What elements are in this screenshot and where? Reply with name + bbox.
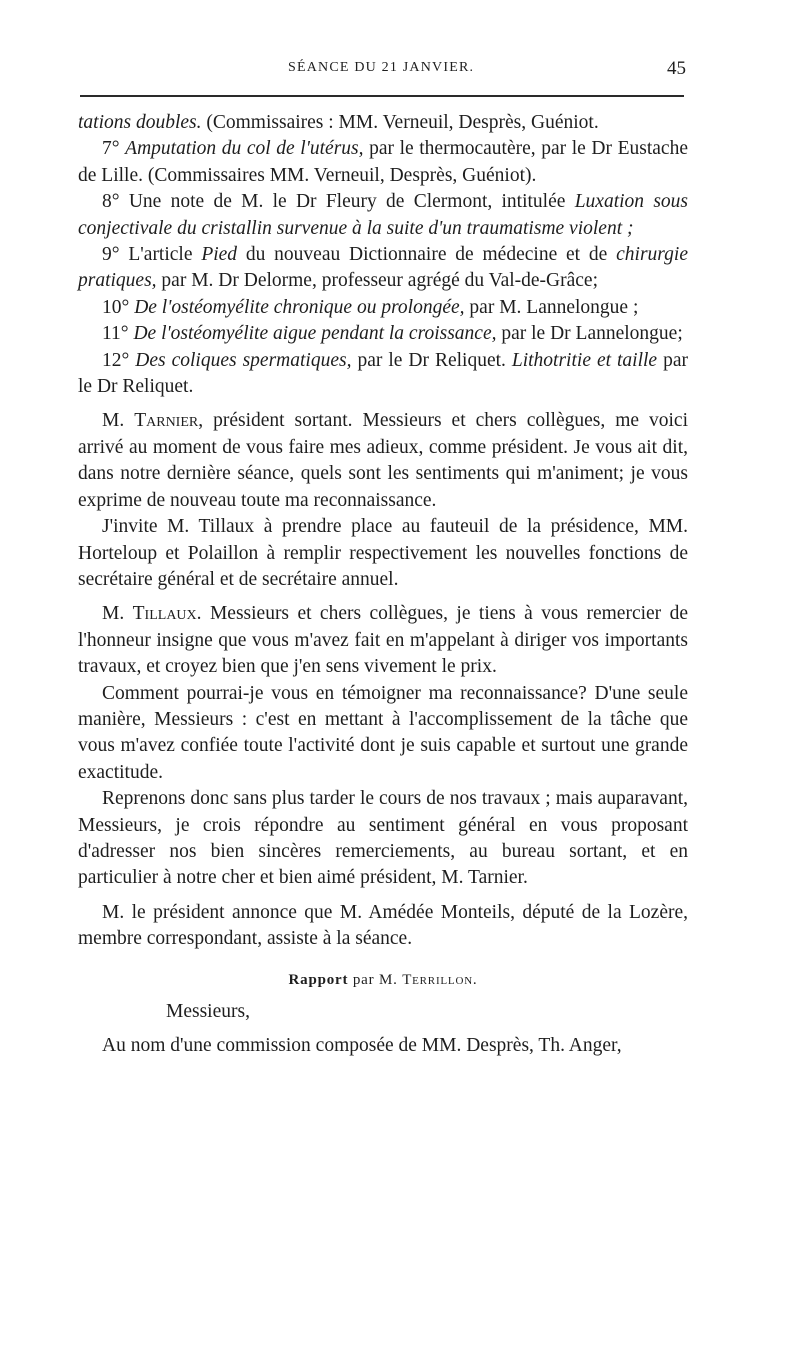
p4-italic1: Pied: [201, 244, 238, 266]
paragraph-2: [78, 136, 688, 189]
p6-italic: De l'ostéomyélite aigue pendant la croissance,: [133, 323, 497, 345]
p8-text: , président sortant. Messieurs et chers collègues, me voici arrivé au moment de vous faire mes adieux, comme président. Je vous ait dit, dans notre dernière séance, quels sont les sentiments qui m'animent; je vous exprime de nouveau toute ma reconnaissance.: [78, 410, 689, 511]
paragraph-commission: [78, 1033, 688, 1059]
p2-num: 7°: [102, 138, 126, 160]
speaker-tillaux: Tillaux: [132, 603, 197, 625]
paragraph-reprenons: [78, 786, 688, 892]
salutation: Messieurs,: [166, 1001, 250, 1022]
paragraph-comment: [78, 681, 688, 787]
p12-text: Reprenons donc sans plus tarder le cours de nos travaux ; mais auparavant, Messieurs, je crois répondre au sentiment général en vous proposant d'adresser nos bien sincères remerciements, au bureau sortant, et en particulier à notre cher et bien aimé président, M. Tarnier.: [78, 788, 688, 889]
p2-text: par le thermocautère, par le Dr Eustache de Lille. (Commissaires MM. Verneuil, Desprès, Guéniot).: [78, 138, 688, 186]
p7-italic2: Lithotritie et taille: [511, 349, 658, 371]
paragraph-tillaux: [78, 601, 688, 680]
p7-italic1: Des coliques spermatiques,: [135, 349, 352, 371]
p10-prefix: M.: [102, 603, 133, 625]
p4-num: 9°: [102, 244, 129, 266]
paragraph-tarnier: [78, 408, 688, 514]
rapport-heading: [78, 967, 688, 993]
rapport-author: Terrillon.: [402, 971, 478, 988]
p7-num: 12°: [102, 349, 136, 371]
p1-italic: tations doubles.: [78, 112, 202, 133]
p5-text: par M. Lannelongue ;: [464, 296, 639, 318]
p11-text: Comment pourrai-je vous en témoigner ma reconnaissance? D'une seule manière, Messieurs : c'est en mettant à l'accomplissement de la tâche que vous m'avez confiée toute l'activité dont je suis capable et surtout une grande exactitude.: [78, 682, 688, 783]
p6-num: 11°: [102, 323, 134, 345]
p10-text: . Messieurs et chers collègues, je tiens à vous remercier de l'honneur insigne que vous m'avez fait en m'appelant à diriger vos importants travaux, et croyez bien que j'en sens vivement le prix.: [78, 603, 688, 678]
p3-num: 8°: [102, 191, 129, 213]
p3-italic: Luxation sous conjectivale du cristallin survenue à la suite d'un traumatisme violent ;: [78, 191, 688, 239]
paragraph-4: [78, 242, 688, 295]
body-text: [78, 110, 688, 1060]
p5-italic: De l'ostéomyélite chronique ou prolongée,: [134, 296, 465, 318]
paragraph-annonce: [78, 900, 688, 953]
p6-text: par le Dr Lannelongue;: [496, 323, 683, 345]
p2-italic: Amputation du col de l'utérus,: [125, 138, 364, 160]
p4-text2: du nouveau Dictionnaire de médecine et de: [237, 244, 617, 266]
p4-text1: L'article: [128, 244, 202, 266]
p13-text: M. le président annonce que M. Amédée Monteils, député de la Lozère, membre correspondant, assiste à la séance.: [78, 901, 688, 950]
rapport-par: par M.: [348, 971, 403, 988]
paragraph-7: [78, 348, 688, 401]
p9-text: J'invite M. Tillaux à prendre place au fauteuil de la présidence, MM. Horteloup et Polaillon à remplir respectivement les nouvelles fonctions de secrétaire général et de secrétaire annuel.: [78, 516, 688, 590]
p3-text: Une note de M. le Dr Fleury de Clermont, intitulée: [128, 191, 575, 213]
p1-text: (Commissaires : MM. Verneuil, Desprès, Guéniot.: [201, 112, 599, 133]
paragraph-6: [78, 321, 688, 347]
p8-prefix: M.: [102, 410, 135, 432]
paragraph-invitation: [78, 514, 688, 593]
header-rule: [80, 95, 684, 97]
p7-text1: par le Dr Reliquet.: [351, 349, 512, 371]
p7-text2: par le Dr Reliquet.: [78, 349, 688, 398]
p5-num: 10°: [102, 296, 135, 318]
speaker-tarnier: Tarnier: [134, 410, 199, 432]
p4-italic2: chirurgie pratiques,: [78, 244, 688, 292]
paragraph-5: [78, 295, 688, 321]
running-title: SÉANCE DU 21 JANVIER.: [288, 60, 475, 75]
p14-text: Au nom d'une commission composée de MM. Desprès, Th. Anger,: [102, 1035, 622, 1057]
p4-text3: par M. Dr Delorme, professeur agrégé du Val-de-Grâce;: [156, 270, 599, 292]
rapport-label: Rapport: [288, 971, 349, 988]
paragraph-1: [78, 110, 688, 136]
page-header: [78, 58, 686, 88]
paragraph-3: [78, 189, 688, 242]
page-number: 45: [667, 58, 686, 79]
